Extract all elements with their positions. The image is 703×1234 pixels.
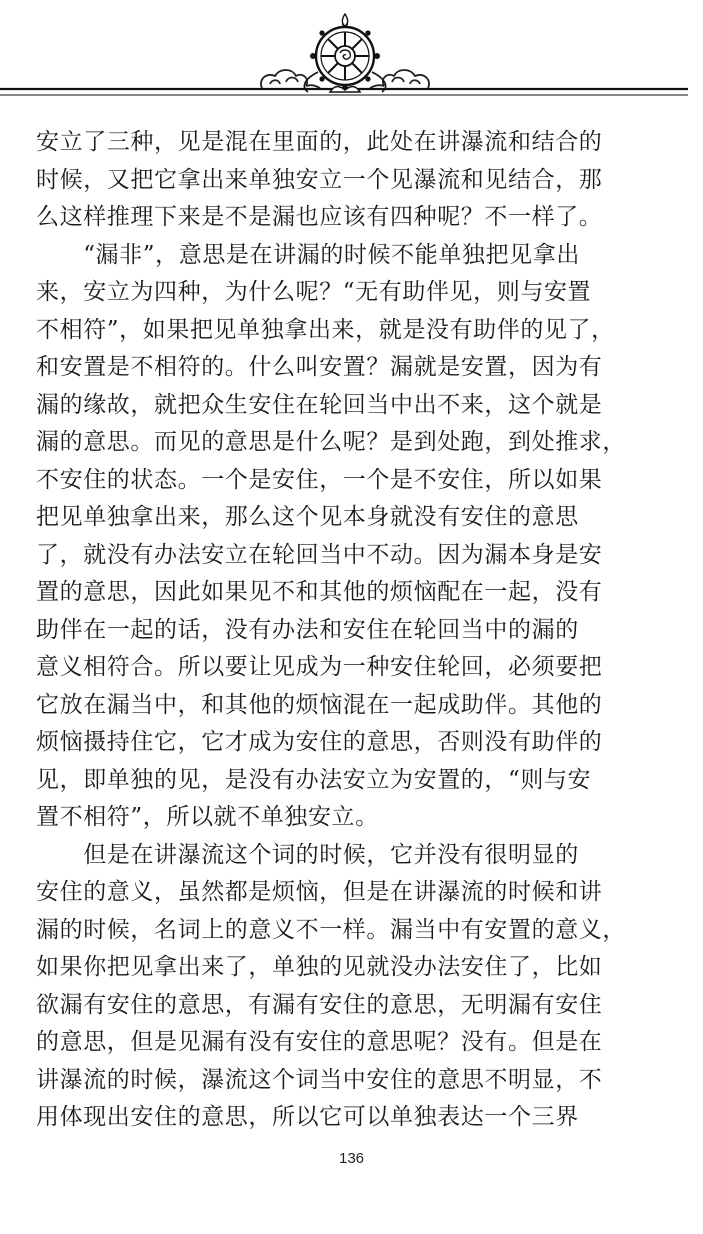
text-line: 烦恼摄持住它，它才成为安住的意思，否则没有助伴的 bbox=[36, 729, 603, 755]
text-line: 漏的时候，名词上的意义不一样。漏当中有安置的意义， bbox=[36, 916, 626, 943]
text-line: 讲瀑流的时候，瀑流这个词当中安住的意思不明显，不 bbox=[36, 1066, 603, 1093]
text-line: 来，安立为四种，为什么呢？“无有助伴见，则与安置 bbox=[36, 279, 592, 305]
text-line: 如果你把见拿出来了，单独的见就没办法安住了，比如 bbox=[36, 954, 603, 980]
text-line: 把见单独拿出来，那么这个见本身就没有安住的意思 bbox=[36, 504, 579, 530]
text-line: 它放在漏当中，和其他的烦恼混在一起成助伴。其他的 bbox=[36, 691, 603, 718]
text-line: 置不相符”，所以就不单独安立。 bbox=[36, 804, 379, 830]
text-line: 漏的意思。而见的意思是什么呢？是到处跑，到处推求， bbox=[36, 429, 626, 455]
text-line: 安住的意义，虽然都是烦恼，但是在讲瀑流的时候和讲 bbox=[36, 879, 603, 905]
text-line: “漏非”，意思是在讲漏的时候不能单独把见拿出 bbox=[36, 241, 580, 268]
text-line: 的意思，但是见漏有没有安住的意思呢？没有。但是在 bbox=[36, 1029, 603, 1055]
dharma-wheel-icon bbox=[304, 14, 385, 92]
text-line: 置的意思，因此如果见不和其他的烦恼配在一起，没有 bbox=[36, 579, 603, 605]
text-line: 不安住的状态。一个是安住，一个是不安住，所以如果 bbox=[36, 466, 603, 493]
text-line: 了，就没有办法安立在轮回当中不动。因为漏本身是安 bbox=[36, 541, 603, 568]
page-header bbox=[0, 0, 703, 110]
page-number: 136 bbox=[338, 1150, 365, 1167]
text-line: 和安置是不相符的。什么叫安置？漏就是安置，因为有 bbox=[36, 354, 603, 380]
body-text bbox=[36, 124, 648, 1137]
text-line: 欲漏有安住的意思，有漏有安住的意思，无明漏有安住 bbox=[36, 991, 603, 1018]
text-line: 用体现出安住的意思，所以它可以单独表达一个三界 bbox=[36, 1104, 579, 1130]
left-cloud-icon bbox=[261, 70, 320, 88]
text-line: 安立了三种，见是混在里面的，此处在讲瀑流和结合的 bbox=[36, 129, 603, 155]
text-line: 意义相符合。所以要让见成为一种安住轮回，必须要把 bbox=[36, 654, 603, 680]
text-line: 时候，又把它拿出来单独安立一个见瀑流和见结合，那 bbox=[36, 166, 603, 193]
text-line: 助伴在一起的话，没有办法和安住在轮回当中的漏的 bbox=[36, 616, 579, 643]
text-line: 但是在讲瀑流这个词的时候，它并没有很明显的 bbox=[36, 841, 579, 868]
text-line: 漏的缘故，就把众生安住在轮回当中出不来，这个就是 bbox=[36, 391, 603, 418]
text-line: 不相符”，如果把见单独拿出来，就是没有助伴的见了， bbox=[36, 316, 615, 343]
text-line: 见，即单独的见，是没有办法安立为安置的，“则与安 bbox=[36, 766, 592, 793]
text-line: 么这样推理下来是不是漏也应该有四种呢？不一样了。 bbox=[36, 204, 603, 230]
right-cloud-icon bbox=[370, 70, 429, 88]
header-ornament bbox=[0, 0, 703, 110]
